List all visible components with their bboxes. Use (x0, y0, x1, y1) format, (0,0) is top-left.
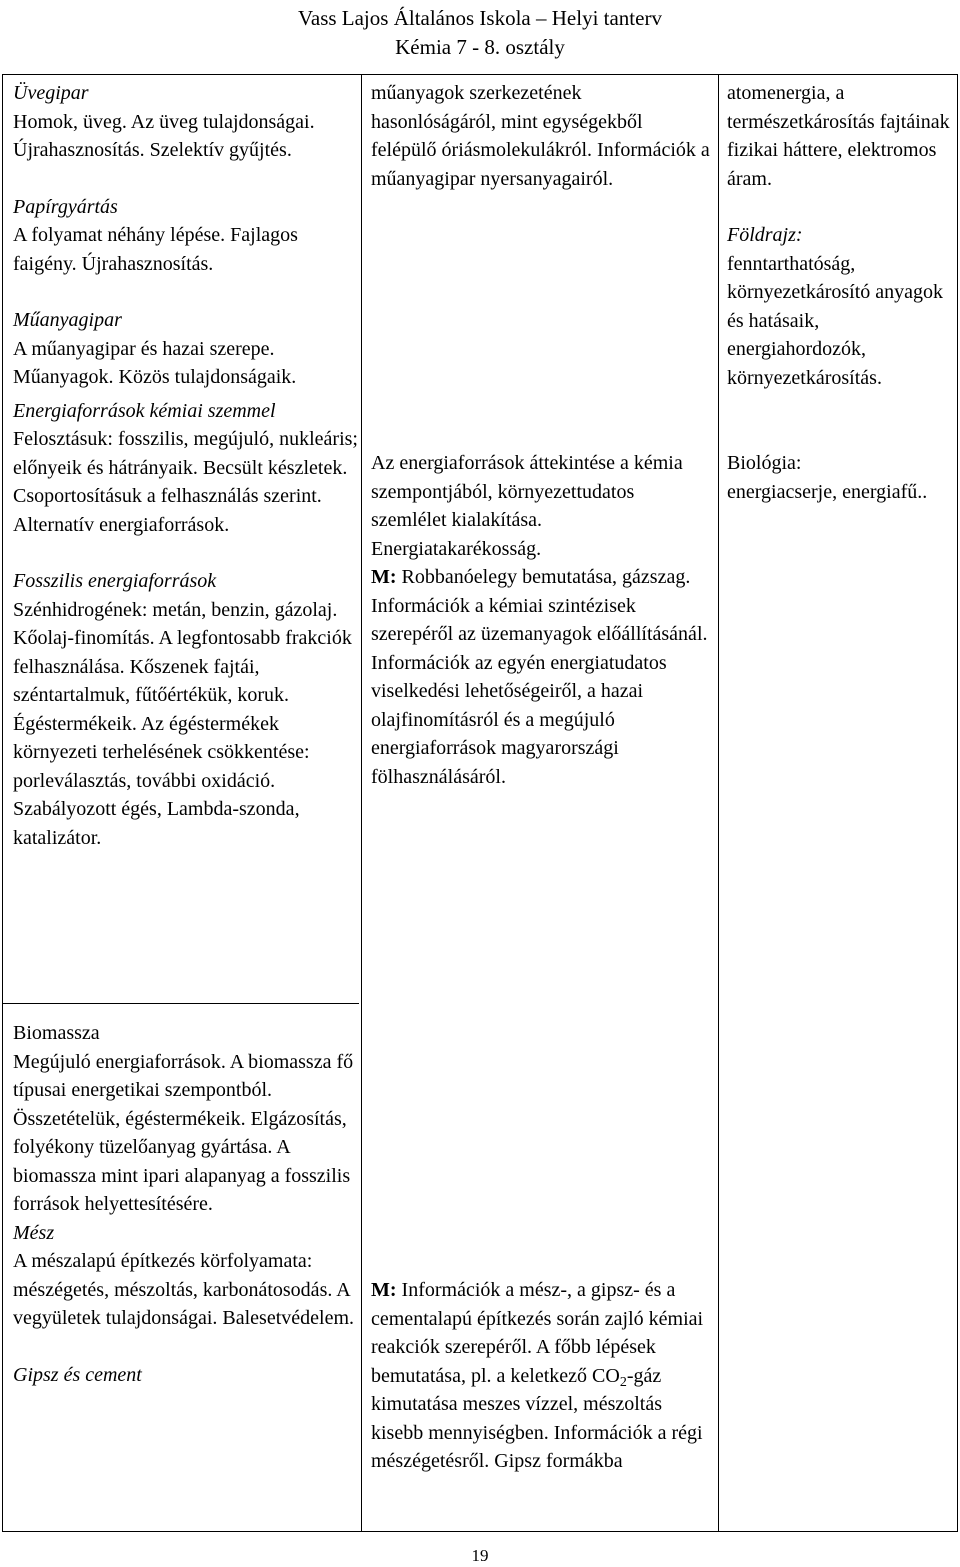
connections-upper (727, 79, 955, 392)
activity-energia (371, 449, 711, 791)
topics-cell-upper (13, 79, 359, 852)
connection-text-biologia: energiacserje, energiafű.. (727, 480, 928, 503)
topic-title-mesz: Mész (13, 1221, 55, 1244)
topic-text-muanyagipar: A műanyagipar és hazai szerepe. Műanyagok. Közös tulajdonságaik. (13, 337, 297, 388)
connections-lower (727, 449, 955, 506)
topic-title-energiaforrasok: Energiaforrások kémiai szemmel (13, 399, 276, 422)
topic-text-fosszilis: Szénhidrogének: metán, benzin, gázolaj. Kőolaj-finomítás. A legfontosabb frakciók felhasználása. Kőszenek fajtái, széntartalmuk, fűtőértékük, koruk. Égéstermékeik. Az égéstermékek környezeti terhelésének csökkentése: porleválasztás, további oxidáció. Szabályozott égés, Lambda-szonda, katalizátor. (13, 598, 352, 849)
topic-title-papirgyartas: Papírgyártás (13, 195, 118, 218)
activity-mesz-part2: -gáz kimutatása meszes vízzel, mészoltás kisebb mennyiségben. Információk a régi mészégetésről. Gipsz formákba (371, 1364, 703, 1472)
topic-text-uvegipar: Homok, üveg. Az üveg tulajdonságai. Újrahasznosítás. Szelektív gyűjtés. (13, 110, 315, 161)
demo-label-m: M: (371, 566, 397, 588)
topics-cell-lower (13, 1019, 359, 1389)
connection-text-foldrajz: fenntarthatóság, környezetkárosító anyagok és hatásaik, energiahordozók, környezetkárosítás. (727, 252, 944, 389)
activity-muanyag (371, 79, 711, 193)
header-school-title: Vass Lajos Általános Iskola – Helyi tanterv (298, 6, 662, 30)
topic-title-gipsz: Gipsz és cement (13, 1363, 142, 1386)
activity-text-energia-intro: Az energiaforrások áttekintése a kémia szempontjából, környezettudatos szemlélet kialakítása. Energiatakarékosság. (371, 452, 683, 560)
column-divider-2 (718, 75, 719, 1531)
connection-text-fizika: atomenergia, a természetkárosítás fajtáinak fizikai háttere, elektromos áram. (727, 82, 950, 190)
activity-text-mesz (371, 1276, 711, 1476)
page-number: 19 (471, 1546, 489, 1565)
header-subject: Kémia 7 - 8. osztály (395, 35, 565, 59)
connection-label-foldrajz: Földrajz: (727, 224, 803, 246)
topic-text-biomassza: Megújuló energiaforrások. A biomassza fő típusai energetikai szempontból. Összetételük, égéstermékeik. Elgázosítás, folyékony tüzelőanyag gyártása. A biomassza mint ipari alapanyag a fosszilis források helyettesítésére. (13, 1050, 354, 1215)
column-divider-1 (361, 75, 362, 1531)
activity-text-energia-demo (371, 563, 711, 791)
topic-text-papirgyartas: A folyamat néhány lépése. Fajlagos faigény. Újrahasznosítás. (13, 224, 298, 275)
topic-title-muanyagipar: Műanyagipar (13, 309, 122, 331)
topic-title-uvegipar: Üvegipar (13, 82, 89, 104)
demo-label-m: M: (371, 1279, 397, 1301)
activity-text-muanyag: műanyagok szerkezetének hasonlóságáról, mint egységekből felépülő óriásmolekulákról. Információk a műanyagipar nyersanyagairól. (371, 82, 710, 190)
curriculum-table (2, 74, 958, 1532)
page-header (240, 4, 720, 62)
topic-title-fosszilis: Fosszilis energiaforrások (13, 570, 217, 592)
activity-mesz-part1: Információk a mész-, a gipsz- és a cementalapú építkezés során zajló kémiai reakciók szerepéről. A főbb lépések bemutatása, pl. a keletkező CO (371, 1279, 704, 1387)
topic-text-mesz: A mészalapú építkezés körfolyamata: mészégetés, mészoltás, karbonátosodás. A vegyületek tulajdonságai. Balesetvédelem. (13, 1250, 354, 1329)
topic-text-energiaforrasok: Felosztásuk: fosszilis, megújuló, nukleáris; előnyeik és hátrányaik. Becsült készletek. Csoportosításuk a felhasználás szerint. Alternatív energiaforrások. (13, 428, 358, 536)
topic-title-biomassza: Biomassza (13, 1022, 100, 1044)
activity-energia-demo-body: Robbanóelegy bemutatása, gázszag. Információk a kémiai szintézisek szerepéről az üzemanyagok előállításánál. Információk az egyén energiatudatos viselkedési lehetőségeiről, a hazai olajfinomításról és a megújuló energiaforrások magyarországi fölhasználásáról. (371, 566, 708, 788)
row-divider (3, 1003, 359, 1004)
connection-label-biologia: Biológia: (727, 452, 802, 474)
activity-mesz (371, 1276, 711, 1476)
co2-subscript: 2 (619, 1374, 627, 1390)
